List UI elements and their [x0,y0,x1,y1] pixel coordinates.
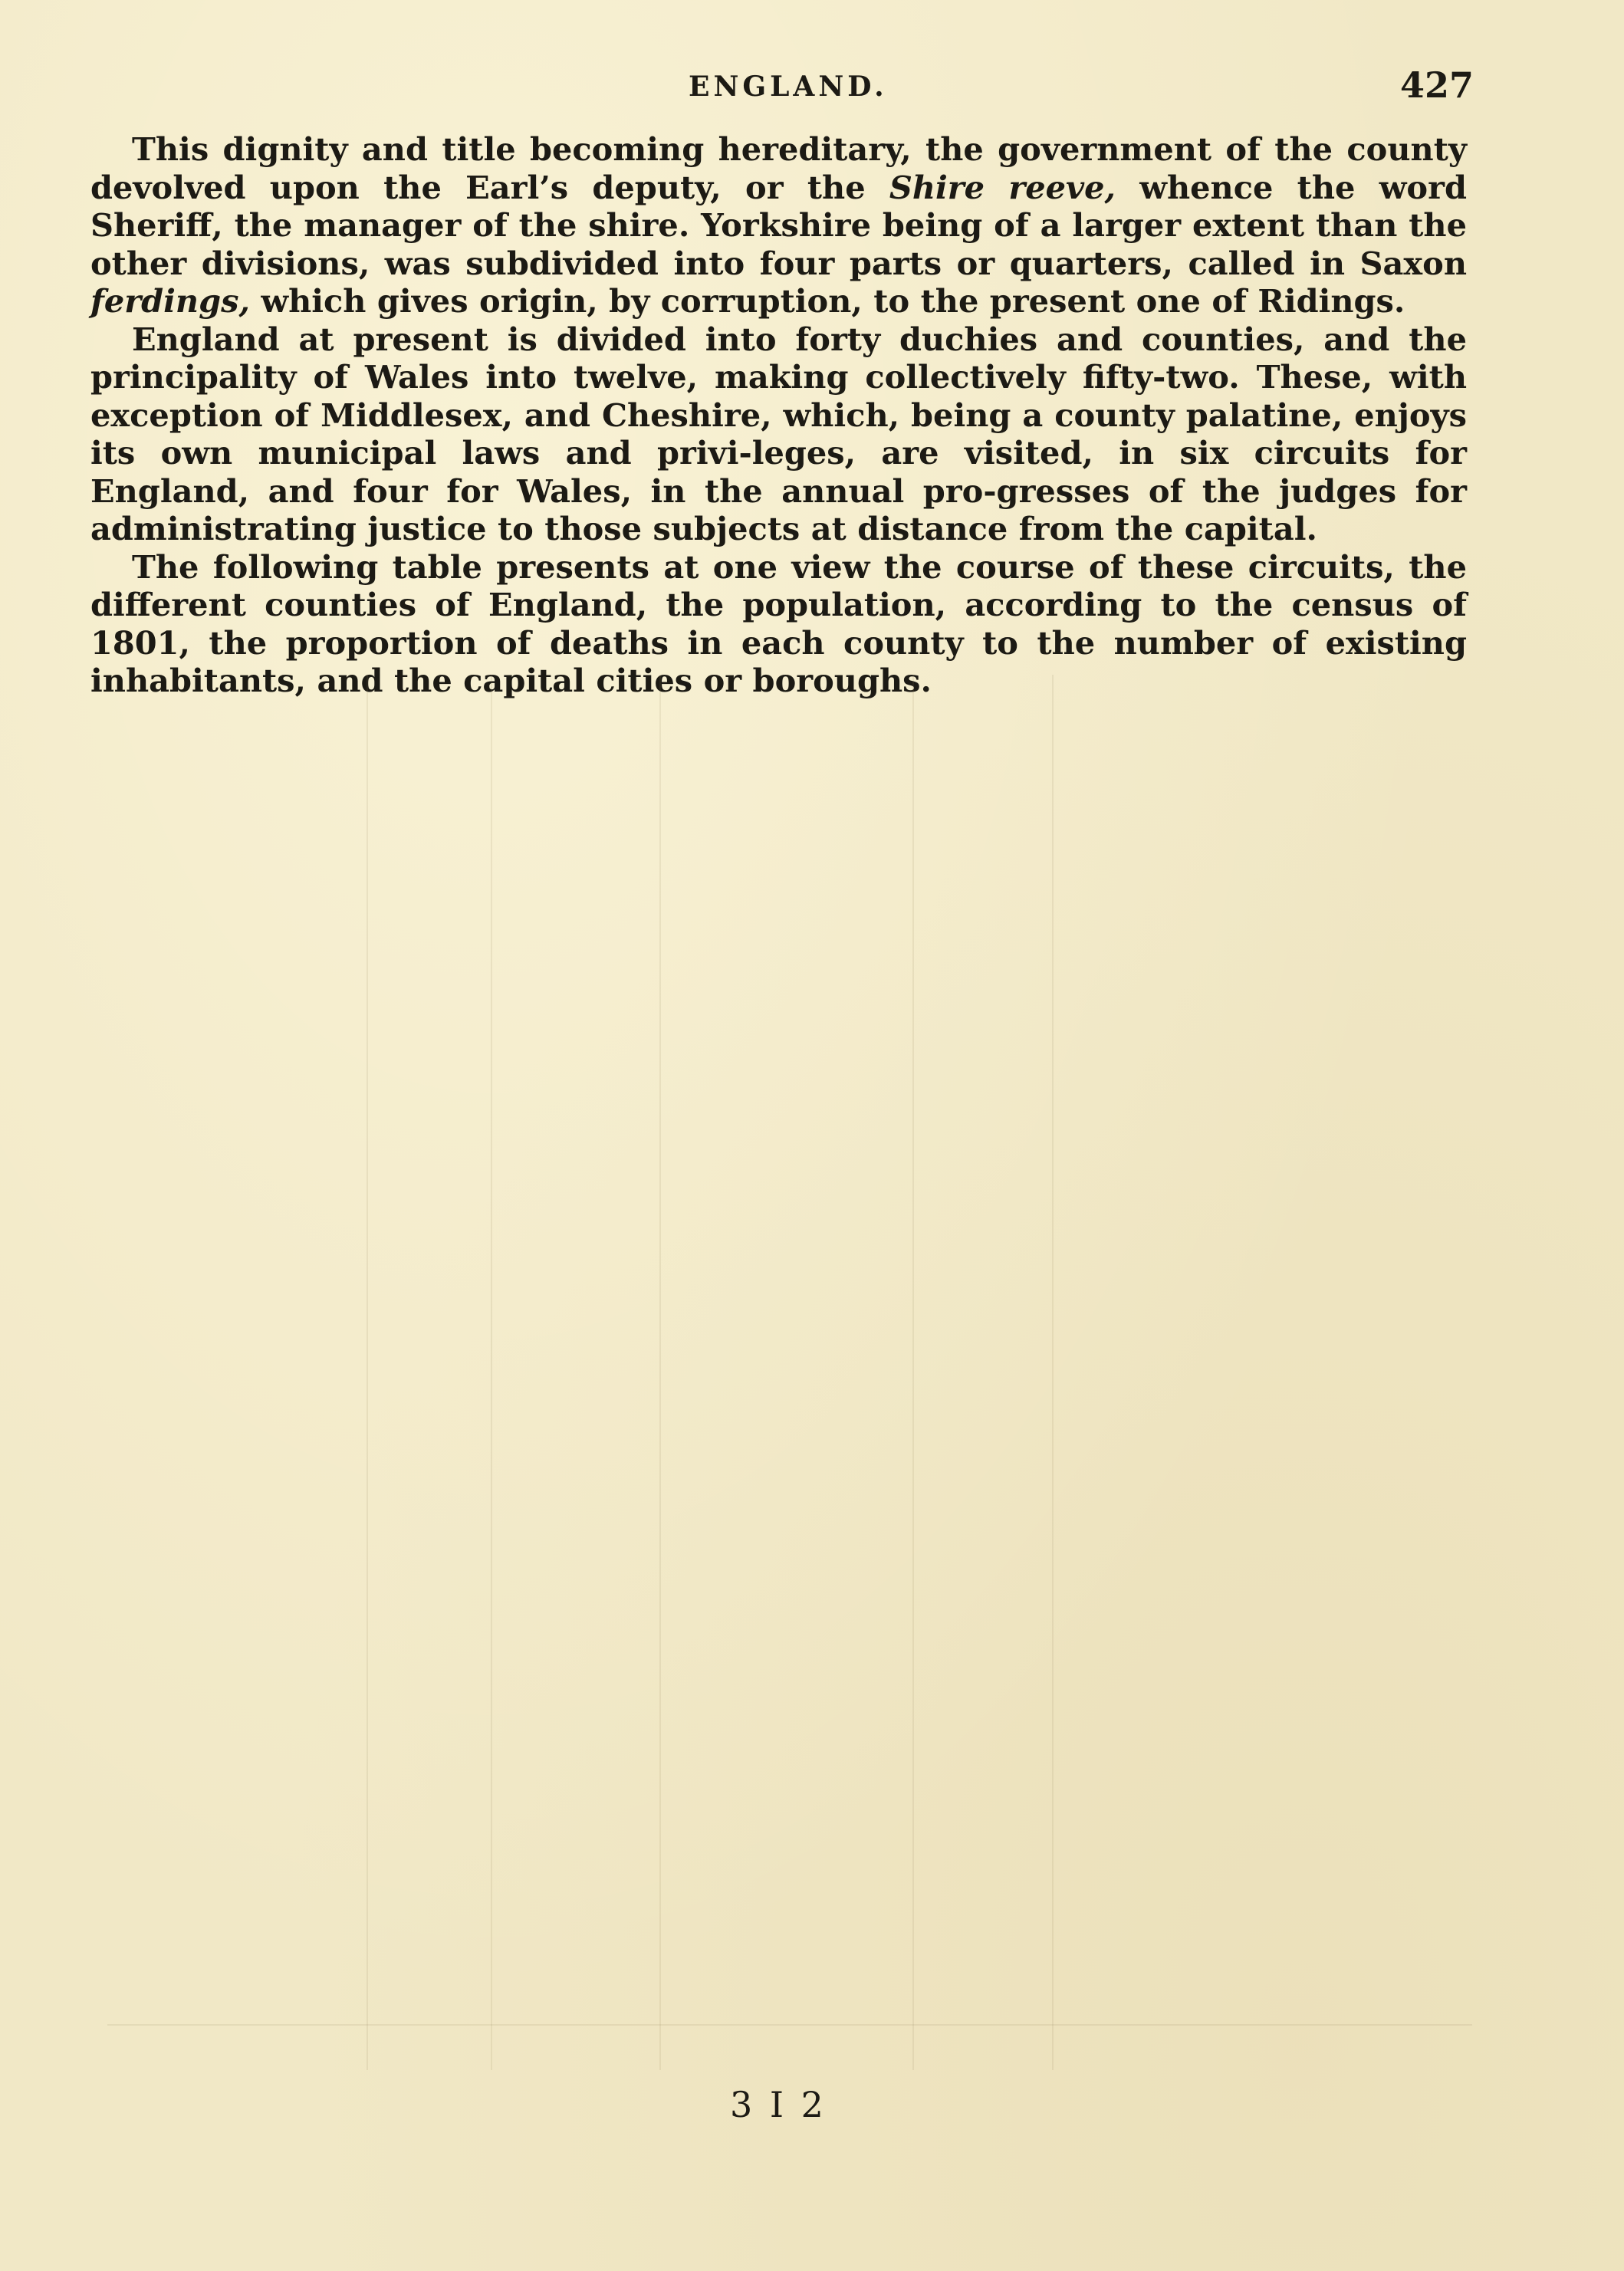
paragraph-1-text-c: which gives origin, by corruption, to the present one of Ridings. [249,282,1405,320]
paragraph-1 [90,130,1467,320]
running-head: ENGLAND. [689,71,888,103]
paragraph-1-text-b: whence the word Sheriff, the manager of the shire. Yorkshire being of a larger extent than the other divisions, was subdivided into four parts or quarters, called in Saxon [90,168,1467,282]
body-text [90,130,1467,700]
italic-ferdings: ferdings, [90,282,250,320]
paragraph-3: The following table presents at one view the course of these circuits, the different counties of England, the population, according to the census of 1801, the proportion of deaths in each county to the number of existing inhabitants, and the capital cities or boroughs. [90,547,1467,699]
show-through-rule [1052,675,1054,2070]
show-through-rule [491,675,492,2070]
show-through-rule [107,2024,1472,2026]
page-number: 427 [1400,64,1474,106]
paragraph-2: England at present is divided into forty duchies and counties, and the principality of Wales into twelve, making collectively fifty-two. These, with exception of Middlesex, and Cheshire, which, being a county palatine, enjoys its own municipal laws and privi-leges, are visited, in six circuits for England, and four for Wales, in the annual pro-gresses of the judges for administrating justice to those subjects at distance from the capital. [90,320,1467,547]
show-through-rule [659,675,661,2070]
signature-mark: 3 I 2 [730,2084,827,2125]
show-through-rule [367,675,368,2070]
italic-shire-reeve: Shire reeve, [889,168,1116,206]
paragraph-1-text-a: This dignity and title becoming hereditary, the government of the county devolved upon the Earl’s deputy, or the [90,130,1467,206]
show-through-rule [912,675,914,2070]
